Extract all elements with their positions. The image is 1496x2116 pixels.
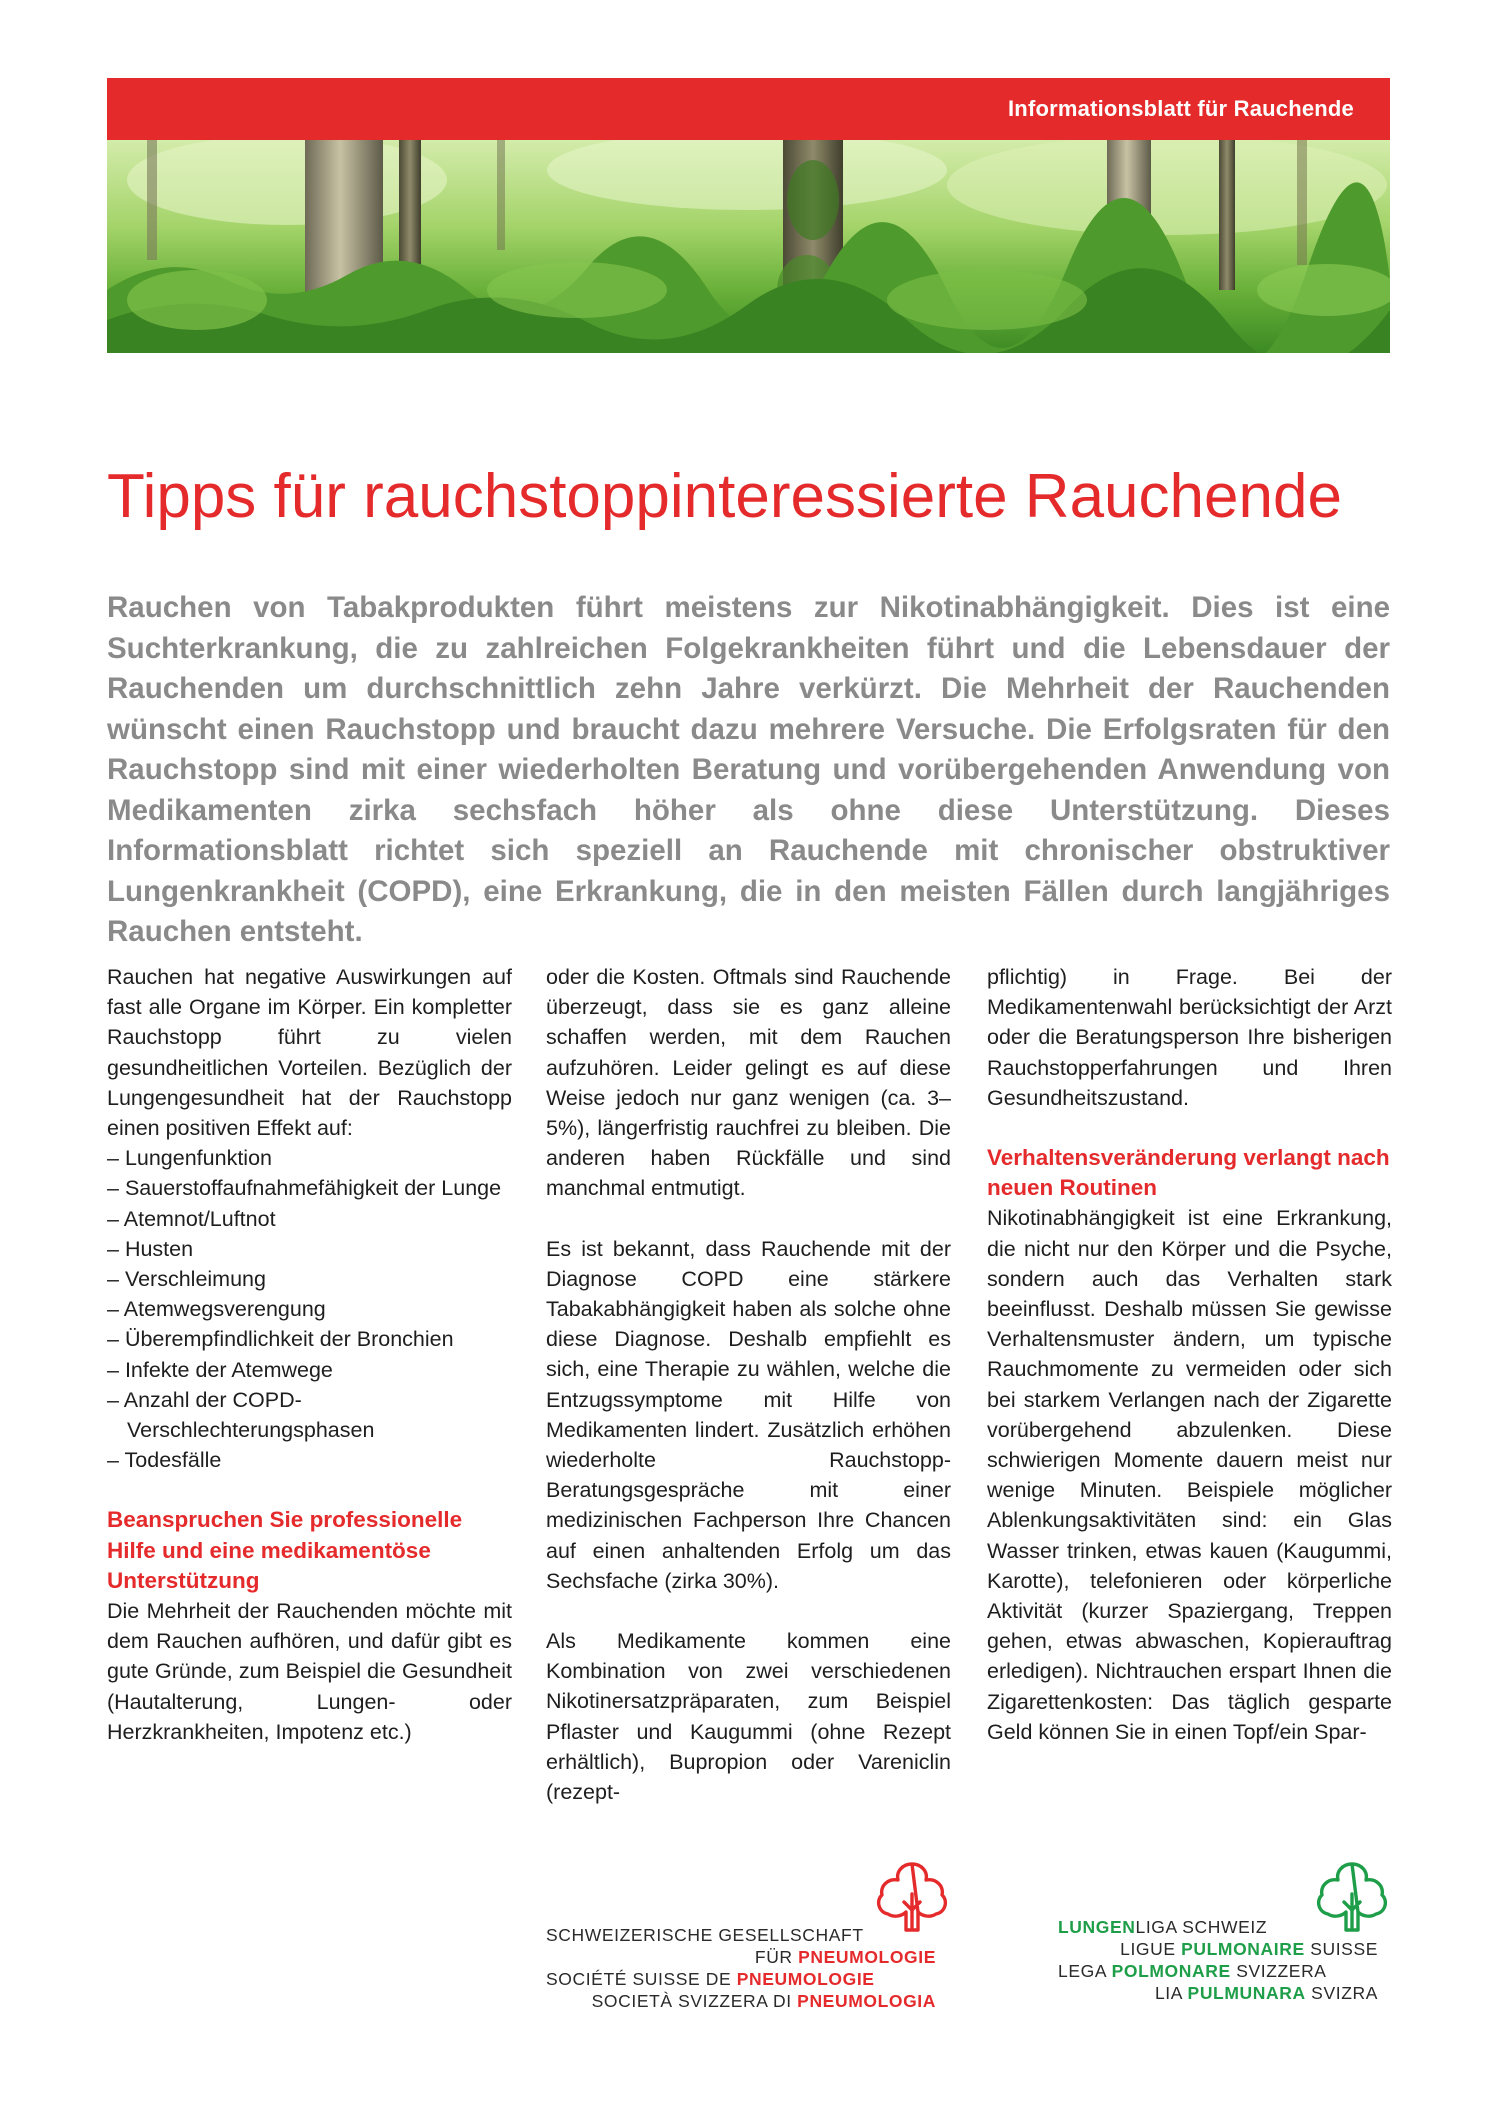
list-item: – Husten [107,1234,512,1264]
sgp-line-3 [546,1968,936,1990]
sgp-line-2-pre: FÜR [754,1947,799,1967]
sgp-tree-logo-icon [874,1860,950,1932]
ll-line-1 [1058,1916,1378,1938]
col3-paragraph-2: Nikotinabhängigkeit ist eine Erkrankung, die nicht nur den Körper und die Psyche, sondern auch das Verhalten stark beeinflusst. Deshalb müssen Sie gewisse Verhaltensmuster ändern, um typische Rauchmomente zu vermeiden oder sich bei starkem Verlangen nach der Zigarette vorübergehend abzulenken. Diese schwierigen Momente dauern meist nur wenige Minuten. Beispiele möglicher Ablenkungsaktivitäten sind: ein Glas Wasser trinken, etwas kauen (Kaugummi, Karotte), telefonieren oder körperliche Aktivität (kurzer Spaziergang, Treppen gehen, etwas abwaschen, Kopierauftrag erledigen). Nichtrauchen erspart Ihnen die Zigarettenkosten: Das täglich gesparte Geld können Sie in einen Topf/ein Spar- [987,1206,1392,1744]
list-item: – Verschleimung [107,1264,512,1294]
col2-paragraph-3: Als Medikamente kommen eine Kombination von zwei verschiedenen Nikotinersatzpräparaten, zum Beispiel Pflaster und Kaugummi (ohne Rezept erhältlich), Bupropion oder Vareniclin (rezept- [546,1629,951,1805]
benefits-list [107,1143,512,1475]
ll-line-3-em: POLMONARE [1111,1961,1231,1981]
ll-line-4 [1058,1982,1378,2004]
banner-label: Informationsblatt für Rauchende [1008,96,1354,121]
column-3 [987,962,1392,1747]
ll-line-1-em: LUNGEN [1058,1917,1136,1937]
ll-line-3-post: SVIZZERA [1230,1961,1327,1981]
col3-paragraph-1: pflichtig) in Frage. Bei der Medikamentenwahl berücksichtigt der Arzt oder die Beratungsperson Ihre bisherigen Rauchstopperfahrungen und Ihren Gesundheitszustand. [987,965,1392,1110]
column-2 [546,962,951,1807]
sgp-line-1: SCHWEIZERISCHE GESELLSCHAFT [546,1925,864,1945]
col2-paragraph-1: oder die Kosten. Oftmals sind Rauchende überzeugt, dass sie es ganz alleine schaffen werden, mit dem Rauchen aufzuhören. Leider gelingt es auf diese Weise jedoch nur ganz wenigen (ca. 3–5%), längerfristig rauchfrei zu bleiben. Die anderen haben Rückfälle und sind manchmal entmutigt. [546,965,951,1201]
ll-line-3-pre: LEGA [1058,1961,1112,1981]
sgp-line-2 [546,1946,936,1968]
ll-line-2-pre: LIGUE [1120,1939,1182,1959]
ll-line-2 [1058,1938,1378,1960]
col1-paragraph-2: Die Mehrheit der Rauchenden möchte mit dem Rauchen aufhören, und dafür gibt es gute Gründe, zum Beispiel die Gesundheit (Hautalterung, Lungen- oder Herzkrankheiten, Impotenz etc.) [107,1599,512,1744]
page-title: Tipps für rauchstoppinteressierte Rauchende [107,462,1342,531]
list-item: – Sauerstoffaufnahmefähigkeit der Lunge [107,1173,512,1203]
list-item: – Infekte der Atemwege [107,1355,512,1385]
sgp-line-4-pre: SOCIETÀ SVIZZERA DI [591,1991,798,2011]
ll-line-3 [1058,1960,1378,1982]
sgp-logo-text [546,1924,936,2012]
list-item: – Lungenfunktion [107,1143,512,1173]
list-item: – Todesfälle [107,1445,512,1475]
col2-paragraph-2: Es ist bekannt, dass Rauchende mit der Diagnose COPD eine stärkere Tabakabhängigkeit haben als solche ohne diese Diagnose. Deshalb empfiehlt es sich, eine Therapie zu wählen, welche die Entzugssymptome mit Hilfe von Medikamenten lindert. Zusätzlich erhöhen wiederholte Rauchstopp-Beratungsgespräche mit einer medizinischen Fachperson Ihre Chancen auf einen anhaltenden Erfolg um das Sechsfache (zirka 30%). [546,1236,951,1593]
col1-paragraph-1: Rauchen hat negative Auswirkungen auf fast alle Organe im Körper. Ein kompletter Rauchstopp führt zu vielen gesundheitlichen Vorteilen. Bezüglich der Lungengesundheit hat der Rauchstopp einen positiven Effekt auf: [107,965,512,1141]
forest-photo [107,140,1390,353]
list-item: – Überempfindlichkeit der Bronchien [107,1324,512,1354]
ll-line-4-pre: LIA [1154,1983,1188,2003]
header-banner [107,78,1390,140]
sgp-line-4-em: PNEUMOLOGIA [797,1991,936,2011]
section-heading-behavior-change: Verhaltensveränderung verlangt nach neuen Routinen [987,1145,1390,1201]
sgp-line-4 [546,1990,936,2012]
ll-line-4-post: SVIZRA [1305,1983,1378,2003]
list-item: – Anzahl der COPD-Verschlechterungsphasen [107,1385,512,1445]
lungenliga-logo-text [1058,1916,1378,2004]
ll-line-2-post: SUISSE [1304,1939,1378,1959]
sgp-line-3-em: PNEUMOLOGIE [736,1969,875,1989]
intro-paragraph: Rauchen von Tabakprodukten führt meistens zur Nikotinabhängigkeit. Dies ist eine Suchterkrankung, die zu zahlreichen Folgekrankheiten führt und die Lebensdauer der Rauchenden um durchschnittlich zehn Jahre verkürzt. Die Mehrheit der Rauchenden wünscht einen Rauchstopp und braucht dazu mehrere Versuche. Die Erfolgsraten für den Rauchstopp sind mit einer wiederholten Beratung und vorübergehenden Anwendung von Medikamenten zirka sechsfach höher als ohne diese Unterstützung. Dieses Informationsblatt richtet sich speziell an Rauchende mit chronischer obstruktiver Lungenkrankheit (COPD), eine Erkrankung, die in den meisten Fällen durch langjähriges Rauchen entsteht. [107,591,1390,948]
list-item: – Atemnot/Luftnot [107,1204,512,1234]
sgp-line-2-em: PNEUMOLOGIE [798,1947,936,1967]
sgp-line-3-pre: SOCIÉTÉ SUISSE DE [546,1969,737,1989]
ll-line-1-post: LIGA SCHWEIZ [1135,1917,1268,1937]
list-item: – Atemwegsverengung [107,1294,512,1324]
section-heading-professional-help: Beanspruchen Sie professionelle Hilfe und eine medikamentöse Unterstützung [107,1507,463,1593]
ll-line-4-em: PULMUNARA [1187,1983,1306,2003]
ll-line-2-em: PULMONAIRE [1181,1939,1305,1959]
column-1 [107,962,512,1747]
